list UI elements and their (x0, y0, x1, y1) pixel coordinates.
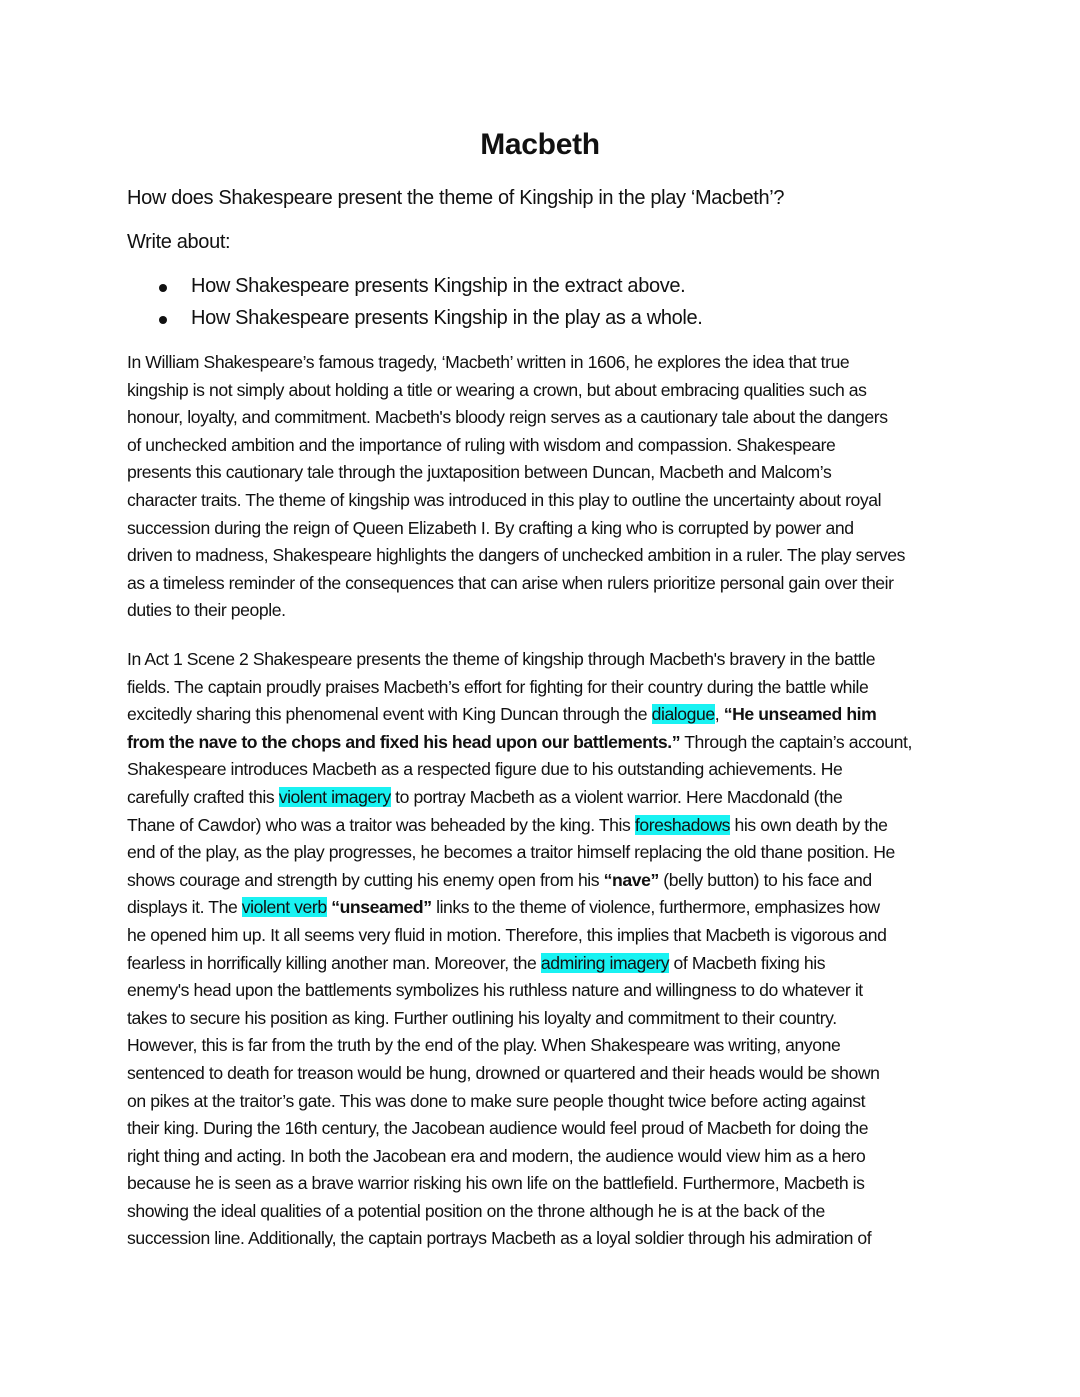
text-line: presents this cautionary tale through the juxtaposition between Duncan, Macbeth and Malcom’s (127, 462, 832, 483)
text-run: Through the captain’s account, (680, 731, 912, 752)
text-line: takes to secure his position as king. Further outlining his loyalty and commitment to their country. (127, 1007, 837, 1028)
text-line: honour, loyalty, and commitment. Macbeth's bloody reign serves as a cautionary tale about the dangers (127, 407, 888, 428)
bullet-icon (159, 316, 167, 324)
document-title: Macbeth (480, 128, 600, 161)
intro-paragraph (127, 349, 957, 625)
text-line: However, this is far from the truth by the end of the play. When Shakespeare was writing, anyone (127, 1035, 841, 1056)
quotation: “nave” (603, 869, 659, 890)
text-line: as a timeless reminder of the consequences that can arise when rulers prioritize personal gain over their (127, 572, 894, 593)
text-line (127, 812, 957, 840)
text-line: Shakespeare introduces Macbeth as a respected figure due to his outstanding achievements. He (127, 759, 843, 780)
text-run: (belly button) to his face and (658, 869, 872, 890)
bullet-text: How Shakespeare presents Kingship in the extract above. (191, 275, 686, 297)
text-line: driven to madness, Shakespeare highlights the dangers of unchecked ambition in a ruler. The play serves (127, 545, 905, 566)
text-line (127, 729, 957, 757)
text-line (127, 784, 957, 812)
text-line: duties to their people. (127, 600, 286, 621)
text-line (127, 867, 957, 895)
text-line: sentenced to death for treason would be hung, drowned or quartered and their heads would be shown (127, 1062, 880, 1083)
text-run: excitedly sharing this phenomenal event with King Duncan through the (127, 704, 652, 725)
text-line: kingship is not simply about holding a title or wearing a crown, but about embracing qualities such as (127, 379, 867, 400)
quotation: “He unseamed him (723, 704, 877, 725)
analysis-paragraph (127, 646, 957, 1253)
highlighted-term: admiring imagery (540, 952, 670, 973)
text-line: succession during the reign of Queen Elizabeth I. By crafting a king who is corrupted by power and (127, 517, 854, 538)
text-run: to portray Macbeth as a violent warrior. Here Macdonald (the (390, 786, 843, 807)
text-line (127, 894, 957, 922)
text-line: on pikes at the traitor’s gate. This was done to make sure people thought twice before acting against (127, 1090, 866, 1111)
text-run: links to the theme of violence, furthermore, emphasizes how (431, 897, 880, 918)
text-run: of Macbeth fixing his (669, 952, 826, 973)
highlighted-term: violent verb (241, 897, 327, 918)
highlighted-term: violent imagery (278, 786, 391, 807)
quotation: “unseamed” (331, 897, 432, 918)
text-line: succession line. Additionally, the captain portrays Macbeth as a loyal soldier through his admiration of (127, 1228, 872, 1249)
text-run: Thane of Cawdor) who was a traitor was beheaded by the king. This (127, 814, 635, 835)
write-about-label: Write about: (127, 231, 231, 253)
bullet-text: How Shakespeare presents Kingship in the play as a whole. (191, 307, 703, 329)
text-line: In Act 1 Scene 2 Shakespeare presents the theme of kingship through Macbeth's bravery in the battle (127, 649, 876, 669)
text-line: enemy's head upon the battlements symbolizes his ruthless nature and willingness to do whatever it (127, 980, 863, 1001)
essay-question: How does Shakespeare present the theme of Kingship in the play ‘Macbeth’? (127, 187, 785, 209)
text-line: of unchecked ambition and the importance of ruling with wisdom and compassion. Shakespeare (127, 434, 836, 455)
quotation: from the nave to the chops and fixed his head upon our battlements.” (127, 731, 681, 752)
text-line: showing the ideal qualities of a potential position on the throne although he is at the back of the (127, 1200, 825, 1221)
text-line: In William Shakespeare’s famous tragedy, ‘Macbeth’ written in 1606, he explores the idea that true (127, 352, 850, 372)
text-line: he opened him up. It all seems very fluid in motion. Therefore, this implies that Macbeth is vigorous and (127, 924, 887, 945)
text-line: their king. During the 16th century, the Jacobean audience would feel proud of Macbeth for doing the (127, 1118, 869, 1139)
highlighted-term: dialogue (651, 704, 715, 725)
text-line: right thing and acting. In both the Jacobean era and modern, the audience would view him as a hero (127, 1145, 866, 1166)
text-run: displays it. The (127, 897, 242, 918)
text-run: carefully crafted this (127, 786, 279, 807)
text-line (127, 950, 957, 978)
text-line (127, 701, 957, 729)
highlighted-term: foreshadows (634, 814, 731, 835)
text-run: , (714, 704, 724, 725)
text-line: character traits. The theme of kingship was introduced in this play to outline the uncertainty about royal (127, 489, 882, 510)
text-line: fields. The captain proudly praises Macbeth’s effort for fighting for their country during the battle while (127, 676, 869, 697)
bullet-icon (159, 284, 167, 292)
text-run: fearless in horrifically killing another man. Moreover, the (127, 952, 541, 973)
text-line: because he is seen as a brave warrior risking his own life on the battlefield. Furthermore, Macbeth is (127, 1173, 865, 1194)
text-line: end of the play, as the play progresses, he becomes a traitor himself replacing the old thane position. He (127, 842, 895, 863)
text-run: his own death by the (730, 814, 888, 835)
text-run: shows courage and strength by cutting his enemy open from his (127, 869, 604, 890)
